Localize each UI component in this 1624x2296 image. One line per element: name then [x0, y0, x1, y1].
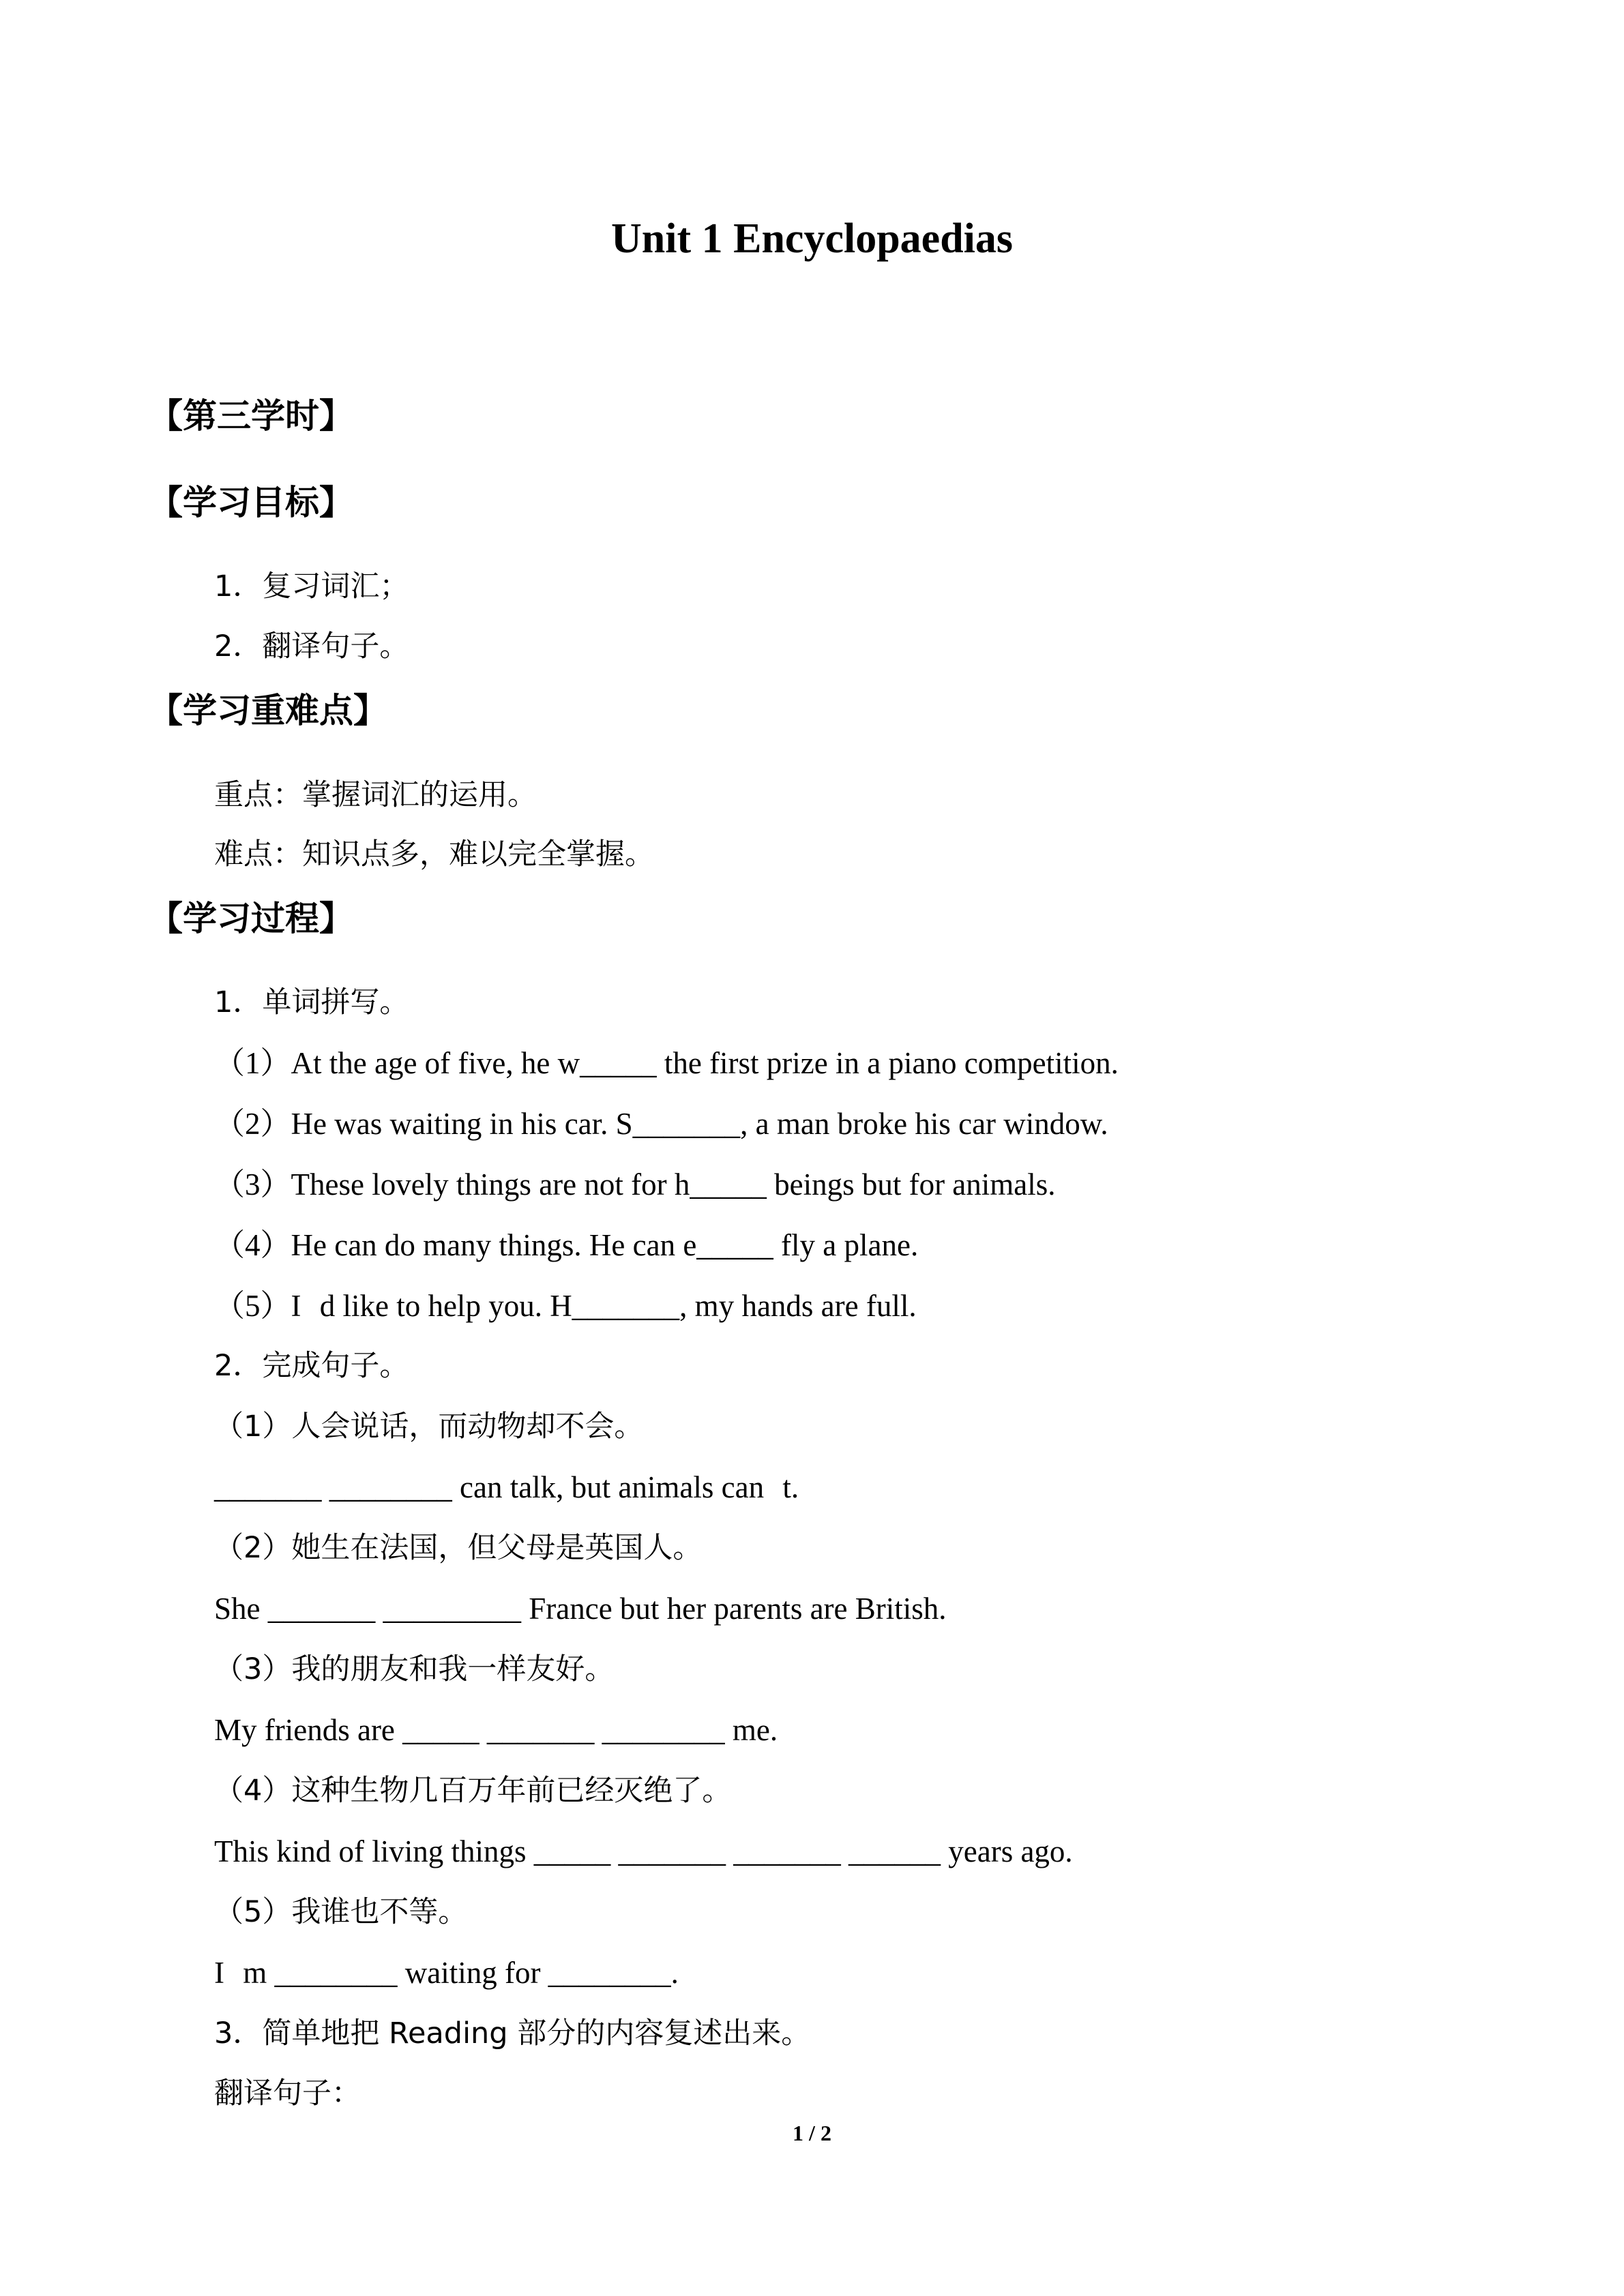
- part3-heading: 3．简单地把 Reading 部分的内容复述出来。: [214, 2016, 811, 2051]
- spelling-item: （3）These lovely things are not for h_____ beings but for animals.: [214, 1167, 1056, 1202]
- part2-heading: 2．完成句子。: [214, 1349, 409, 1383]
- page-number: 1 / 2: [793, 2121, 831, 2145]
- keypoint-item: 难点：知识点多，难以完全掌握。: [214, 837, 654, 871]
- part3-subheading: 翻译句子：: [214, 2076, 361, 2111]
- document-title: Unit 1 Encyclopaedias: [610, 215, 1014, 262]
- process-heading: 【学习过程】: [149, 899, 353, 938]
- spelling-item: （4）He can do many things. He can e_____ fly a plane.: [214, 1228, 919, 1262]
- translation-answer-line: This kind of living things _____ _______ _______ ______ years ago.: [214, 1834, 1073, 1868]
- spelling-item: （5）Id like to help you. H_______, my hands are full.: [214, 1289, 917, 1323]
- goal-item: 1．复习词汇；: [214, 569, 409, 603]
- keypoint-item: 重点：掌握词汇的运用。: [214, 778, 537, 812]
- translation-answer-line: She _______ _________ France but her parents are British.: [214, 1592, 947, 1626]
- keypoints-heading: 【学习重难点】: [149, 691, 387, 730]
- translation-answer-line: Im ________ waiting for ________.: [214, 1956, 679, 1990]
- part1-heading: 1．单词拼写。: [214, 985, 409, 1019]
- translation-prompt: （5）我谁也不等。: [214, 1895, 468, 1929]
- translation-answer-line: My friends are _____ _______ ________ me.: [214, 1713, 778, 1747]
- translation-prompt: （3）我的朋友和我一样友好。: [214, 1652, 615, 1686]
- translation-prompt: （1）人会说话，而动物却不会。: [214, 1410, 644, 1444]
- goals-heading: 【学习目标】: [149, 483, 353, 522]
- spelling-item: （2）He was waiting in his car. S_______, a man broke his car window.: [214, 1107, 1108, 1141]
- translation-prompt: （2）她生在法国，但父母是英国人。: [214, 1531, 703, 1565]
- translation-answer-line: _______ ________ can talk, but animals cant.: [214, 1470, 799, 1504]
- period-heading: 【第三学时】: [149, 396, 353, 436]
- spelling-item: （1）At the age of five, he w_____ the first prize in a piano competition.: [214, 1046, 1119, 1080]
- goal-item: 2．翻译句子。: [214, 629, 409, 664]
- translation-prompt: （4）这种生物几百万年前已经灭绝了。: [214, 1774, 732, 1808]
